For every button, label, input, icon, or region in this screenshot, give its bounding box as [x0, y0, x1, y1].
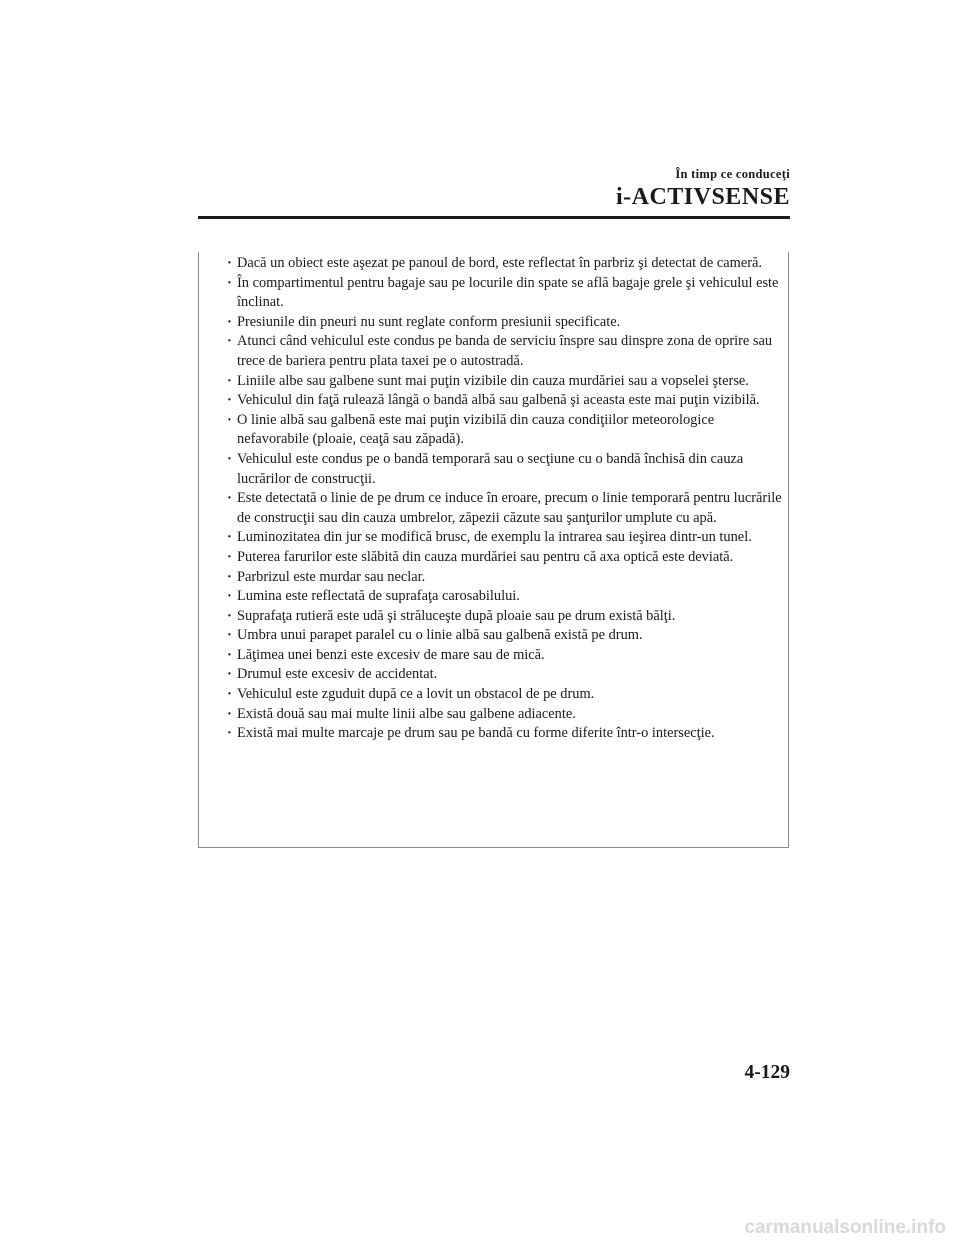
list-item [199, 274, 784, 313]
list-item-text: Parbrizul este murdar sau neclar. [237, 568, 426, 585]
list-item-text: Liniile albe sau galbene sunt mai puţin vizibile din cauza murdăriei sau a vopselei şterse. [237, 372, 749, 389]
bullet-marker: · [227, 666, 232, 683]
list-item [199, 568, 784, 588]
list-item-text: Luminozitatea din jur se modifică brusc, de exemplu la intrarea sau ieşirea dintr-un tunel. [237, 529, 752, 546]
list-item [199, 450, 784, 489]
bullet-marker: · [227, 411, 232, 428]
list-item [199, 372, 784, 392]
bullet-marker: · [227, 490, 232, 507]
list-item-text: În compartimentul pentru bagaje sau pe locurile din spate se află bagaje grele şi vehiculul este înclinat. [237, 274, 779, 311]
list-item [199, 391, 784, 411]
list-item-text: Drumul este excesiv de accidentat. [237, 666, 438, 683]
conditions-list [199, 252, 788, 744]
list-item [199, 665, 784, 685]
bullet-marker: · [227, 548, 232, 565]
conditions-box [198, 252, 789, 848]
bullet-marker: · [227, 274, 232, 291]
list-item-text: Este detectată o linie de pe drum ce induce în eroare, precum o linie temporară pentru lucrările de construcţii sau din cauza umbrelor, zăpezii căzute sau şanţurilor umplute cu apă. [237, 490, 782, 526]
bullet-marker: · [227, 392, 232, 409]
list-item [199, 607, 784, 627]
list-item [199, 587, 784, 607]
bullet-marker: · [227, 646, 232, 663]
list-item [199, 254, 784, 274]
list-item-text: Există mai multe marcaje pe drum sau pe bandă cu forme diferite într-o intersecţie. [237, 725, 715, 742]
list-item-text: Există două sau mai multe linii albe sau galbene adiacente. [237, 705, 576, 722]
list-item [199, 626, 784, 646]
list-item-text: Vehiculul este condus pe o bandă temporară sau o secţiune cu o bandă închisă din cauza lucrărilor de construcţii. [237, 450, 744, 487]
bullet-marker: · [227, 313, 232, 330]
list-item [199, 332, 784, 371]
bullet-marker: · [227, 725, 232, 742]
header-divider [198, 216, 790, 219]
list-item [199, 313, 784, 333]
bullet-marker: · [227, 450, 232, 467]
bullet-marker: · [227, 529, 232, 546]
bullet-marker: · [227, 686, 232, 703]
bullet-marker: · [227, 607, 232, 624]
list-item-text: Vehiculul din faţă rulează lângă o bandă albă sau galbenă şi aceasta este mai puţin vizibilă. [237, 392, 760, 409]
list-item-text: Umbra unui parapet paralel cu o linie albă sau galbenă există pe drum. [237, 627, 643, 644]
bullet-marker: · [227, 627, 232, 644]
list-item [199, 548, 784, 568]
watermark: carmanualsonline.info [744, 1217, 946, 1238]
list-item-text: Presiunile din pneuri nu sunt reglate conform presiunii specificate. [237, 313, 621, 330]
bullet-marker: · [227, 705, 232, 722]
list-item [199, 528, 784, 548]
list-item [199, 685, 784, 705]
list-item-text: Atunci când vehiculul este condus pe banda de serviciu înspre sau dinspre zona de oprire sau trece de bariera pentru plata taxei pe o autostradă. [237, 333, 773, 369]
bullet-marker: · [227, 333, 232, 350]
list-item [199, 411, 784, 450]
bullet-marker: · [227, 372, 232, 389]
list-item-text: Vehiculul este zguduit după ce a lovit un obstacol de pe drum. [237, 686, 595, 703]
list-item-text: Dacă un obiect este aşezat pe panoul de bord, este reflectat în parbriz şi detectat de cameră. [237, 255, 762, 271]
bullet-marker: · [227, 255, 232, 271]
list-item [199, 489, 784, 528]
list-item-text: O linie albă sau galbenă este mai puţin vizibilă din cauza condiţiilor meteorologice nefavorabile (ploaie, ceaţă sau zăpadă). [237, 411, 715, 448]
list-item [199, 705, 784, 725]
list-item-text: Lumina este reflectată de suprafaţa carosabilului. [237, 588, 520, 605]
list-item-text: Lăţimea unei benzi este excesiv de mare sau de mică. [237, 646, 545, 663]
list-item [199, 724, 784, 744]
page-number: 4-129 [744, 1062, 790, 1083]
bullet-marker: · [227, 588, 232, 605]
bullet-marker: · [227, 568, 232, 585]
list-item-text: Puterea farurilor este slăbită din cauza murdăriei sau pentru că axa optică este deviată. [237, 548, 734, 565]
section-title: i-ACTIVSENSE [615, 184, 790, 210]
list-item-text: Suprafaţa rutieră este udă şi străluceşte după ploaie sau pe drum există bălţi. [237, 607, 676, 624]
section-subtitle: În timp ce conduceţi [675, 167, 790, 181]
list-item [199, 646, 784, 666]
